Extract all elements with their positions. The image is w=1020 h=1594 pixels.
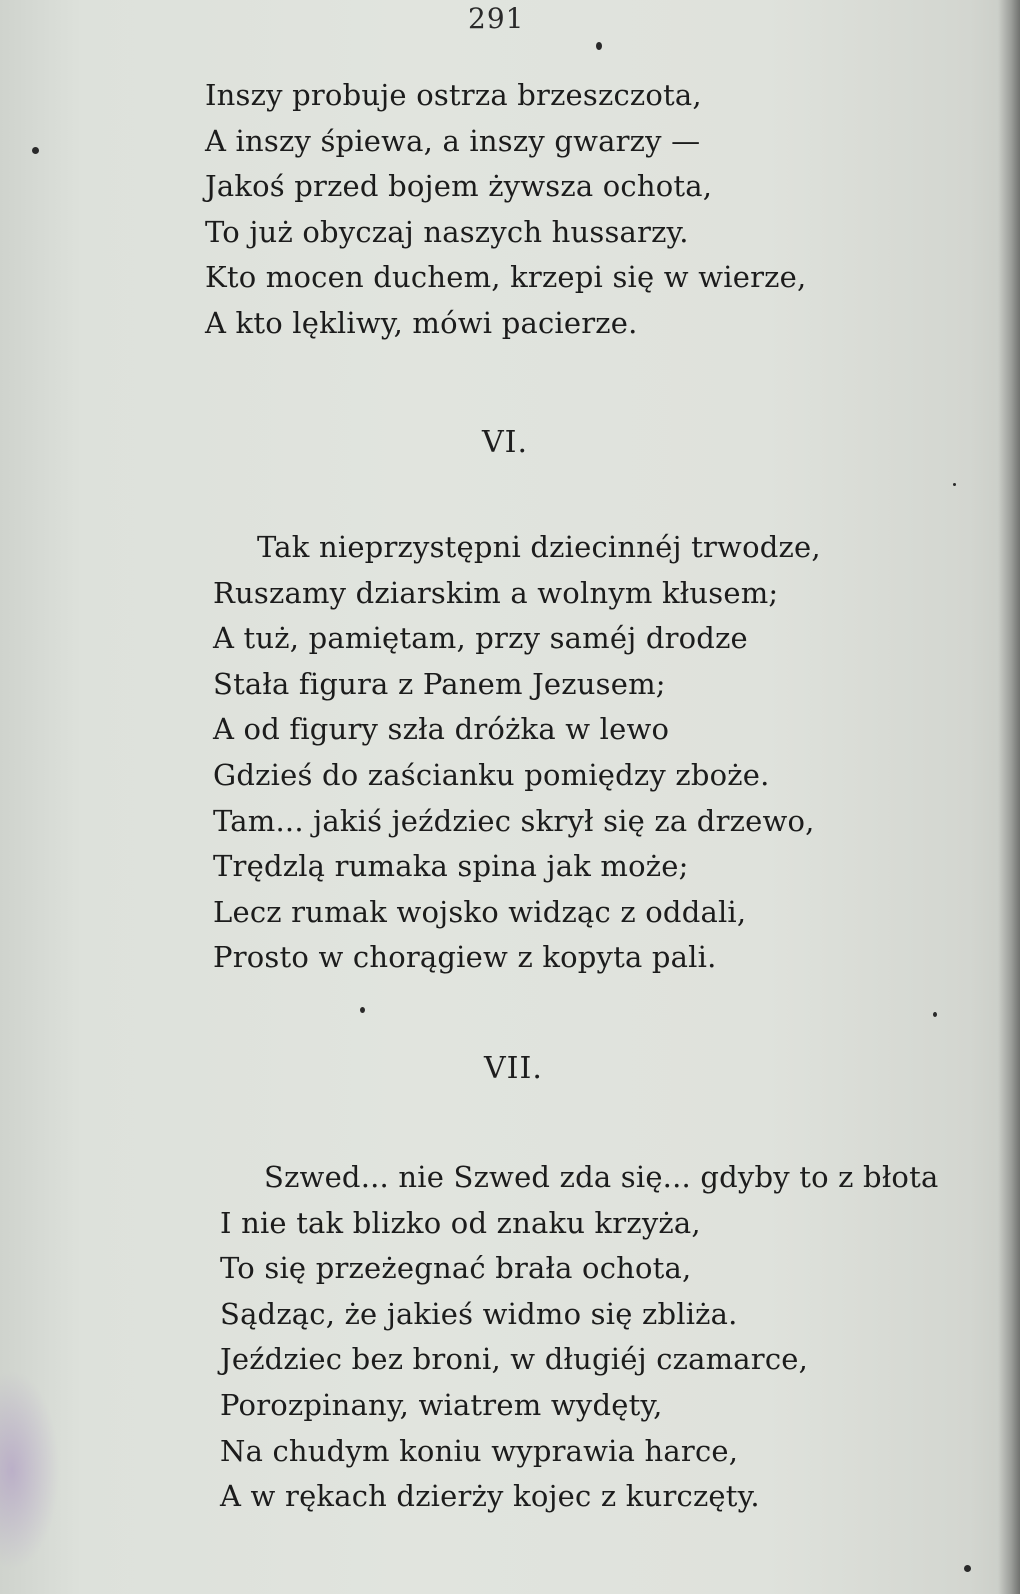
- verse-line: Na chudym koniu wyprawia harce,: [220, 1433, 739, 1468]
- verse-line: A od figury szła dróżka w lewo: [213, 712, 670, 747]
- verse-line: I nie tak blizko od znaku krzyża,: [220, 1205, 701, 1240]
- paper-speck: [953, 483, 956, 486]
- verse-line: A w rękach dzierży kojec z kurczęty.: [220, 1479, 760, 1514]
- section-heading-vi: VI.: [482, 425, 529, 460]
- verse-line: Ruszamy dziarskim a wolnym kłusem;: [213, 575, 779, 610]
- verse-line: Jeździec bez broni, w długiéj czamarce,: [220, 1342, 809, 1377]
- ink-stain: [0, 1370, 60, 1570]
- section-heading-vii: VII.: [484, 1051, 543, 1086]
- verse-line: Sądząc, że jakieś widmo się zbliża.: [220, 1296, 738, 1331]
- stanza-vi: [213, 525, 821, 981]
- verse-line: Inszy probuje ostrza brzeszczota,: [205, 78, 702, 112]
- verse-line: To już obyczaj naszych hussarzy.: [205, 214, 689, 249]
- verse-line: A kto lękliwy, mówi pacierze.: [205, 305, 638, 340]
- paper-speck: [596, 42, 602, 50]
- paper-speck: [32, 147, 39, 154]
- verse-line: Porozpinany, wiatrem wydęty,: [220, 1387, 663, 1422]
- verse-line: A inszy śpiewa, a inszy gwarzy —: [205, 123, 701, 158]
- verse-line: Stała figura z Panem Jezusem;: [213, 666, 666, 701]
- paper-speck: [360, 1007, 365, 1013]
- page-number: 291: [468, 2, 525, 35]
- paper-speck: [933, 1012, 937, 1017]
- verse-line: Gdzieś do zaścianku pomiędzy zboże.: [213, 757, 770, 792]
- verse-line: Tak nieprzystępni dziecinnéj trwodze,: [257, 530, 821, 564]
- verse-line: Jakoś przed bojem żywsza ochota,: [205, 169, 713, 204]
- stanza-intro: [205, 73, 806, 347]
- verse-line: Trędzlą rumaka spina jak może;: [213, 849, 689, 884]
- verse-line: Tam... jakiś jeździec skrył się za drzewo,: [213, 803, 815, 838]
- verse-line: Lecz rumak wojsko widząc z oddali,: [213, 894, 747, 929]
- verse-line: To się przeżegnać brała ochota,: [220, 1251, 692, 1286]
- stanza-vii: [220, 1155, 938, 1520]
- verse-line: A tuż, pamiętam, przy saméj drodze: [213, 621, 748, 656]
- verse-line: Szwed... nie Szwed zda się... gdyby to z błota: [264, 1160, 939, 1194]
- page-binding-shadow: [998, 0, 1020, 1594]
- verse-line: Prosto w chorągiew z kopyta pali.: [213, 940, 717, 975]
- verse-line: Kto mocen duchem, krzepi się w wierze,: [205, 260, 807, 295]
- paper-speck: [964, 1565, 971, 1572]
